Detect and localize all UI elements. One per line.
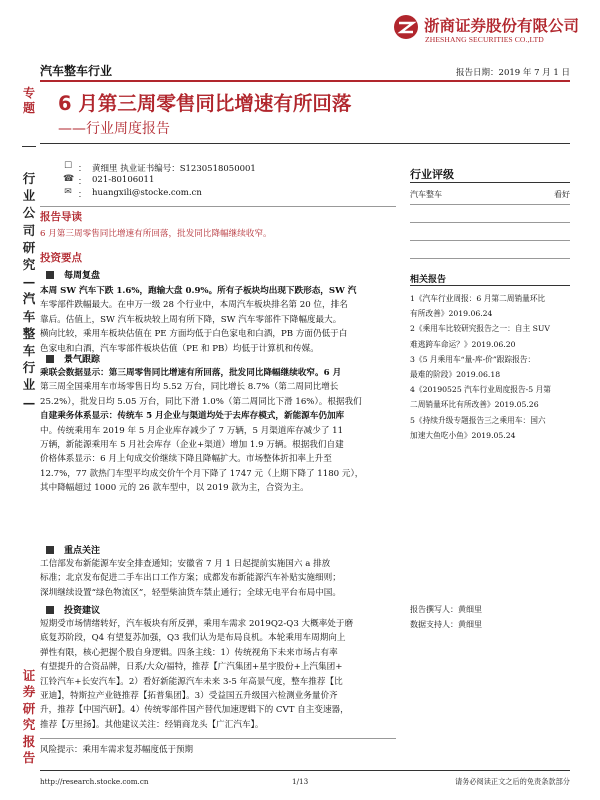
related-report-line[interactable]: 3《5 月乘用车“量-库-价”跟踪报告：	[410, 354, 536, 364]
header-divider	[40, 80, 570, 82]
sidebar-topic-label: 专题	[22, 86, 35, 115]
related-report-line[interactable]: 2《乘用车比较研究报告之一：自主 SUV	[410, 324, 550, 334]
report-date: 报告日期：2019 年 7 月 1 日	[456, 68, 570, 78]
weekly-label: 每周复盘	[64, 271, 101, 281]
company-name-cn: 浙商证券股份有限公司	[424, 17, 580, 35]
phone-icon: ☎	[63, 174, 75, 184]
related-report-line[interactable]: 5《持续升级专题报告三之乘用车：国六	[410, 415, 546, 425]
advice-bullet-icon	[46, 606, 54, 614]
focus-line: 深圳继续设置“绿色物流区”，轻型柴油货车禁止通行；全球无电平台布局中国。	[40, 587, 341, 598]
key-points-heading: 投资要点	[40, 252, 82, 264]
data-contact: 数据支持人：黄细里	[410, 620, 482, 629]
sidebar-category-label: 行业公司研究—汽车整车行业—	[22, 171, 36, 410]
phone-colon: ：	[78, 177, 87, 187]
rating-value: 看好	[554, 190, 570, 199]
weekly-line: 车零部件跌幅最大。在申万一级 28 个行业中，本周汽车板块排名第 20 位，排名	[40, 300, 348, 311]
analyst-colon: ：	[78, 164, 87, 174]
advice-line: 弹性有限，核心把握个股自身逻辑。四条主线：1）传统视角下未来市场占有率	[40, 647, 338, 658]
advice-line: 升，推荐【中国汽研】。4）传统零部件国产替代加速逻辑下的 CVT 自主变速器，	[40, 705, 349, 716]
focus-line: 标准；北京发布促进二手车出口工作方案；成都发布新能源汽车补贴实施细则；	[40, 573, 341, 584]
related-report-line[interactable]: 有所改善》2019.06.24	[410, 309, 493, 319]
email-colon: ：	[78, 190, 87, 200]
tracking-line: 自建乘务体系显示：传统车 5 月企业与渠道均处于去库存模式，新能源车仍加库	[40, 411, 345, 422]
rating-industry: 汽车整车	[410, 190, 442, 199]
advice-line: 推荐【万里扬】。其他建议关注：经销商龙头【广汇汽车】。	[40, 719, 264, 730]
rating-blank-line	[410, 240, 570, 241]
report-subtitle: ——行业周度报告	[58, 121, 170, 137]
industry-label: 汽车整车行业	[40, 64, 113, 78]
title-divider	[40, 143, 570, 144]
weekly-line: 本周 SW 汽车下跌 1.6%，跑输大盘 0.9%。所有子板块均出现下跌形态，SW 汽	[40, 286, 357, 296]
advice-line: 亚迪】，特斯拉产业链推荐【拓普集团】。3）受益国五升级国六检测业务量价齐	[40, 691, 338, 702]
related-report-line[interactable]: 二周销量环比有所改善》2019.05.26	[410, 400, 539, 410]
focus-bullet-icon	[46, 546, 54, 554]
focus-label: 重点关注	[64, 546, 101, 556]
analyst-icon: ☐	[63, 161, 73, 171]
tracking-line: 中。传统乘用车 2019 年 5 月企业库存减少了 7 万辆，5 月渠道库存减少了 11	[40, 425, 344, 436]
advice-line: 有望提升的合资品牌，日系/大众/福特，推荐【广汽集团+星宇股份+上汽集团+	[40, 662, 343, 673]
company-logo-icon	[393, 14, 419, 40]
guide-text: 6 月第三周零售同比增速有所回落，批发同比降幅继续收窄。	[40, 229, 272, 239]
sidebar-report-type: 证券研究报告	[22, 668, 36, 766]
footer-divider	[40, 770, 570, 771]
tracking-line: 12.7%，77 款热门车型平均成交价午个月下降了 1747 元（上期下降了 1180 元），	[40, 468, 364, 479]
sidebar-divider	[22, 146, 36, 147]
weekly-bullet-icon	[46, 271, 54, 279]
related-report-line[interactable]: 难逃跨车命运？》2019.06.20	[410, 339, 516, 349]
weekly-line: 横向比较，乘用车板块估值在 PE 方面均低于白色家电和白酒，PB 方面仍低于白	[40, 329, 348, 340]
analyst-divider	[40, 206, 396, 207]
tracking-line: 万辆，新能源乘用车 5 月社会库存（企业+渠道）增加 1.9 万辆。根据我们自建	[40, 440, 344, 451]
weekly-body	[40, 284, 396, 356]
tracking-line: 乘联会数据显示：第三周零售同比增速有所回落，批发同比降幅继续收窄。6 月	[40, 368, 342, 378]
page-number: 1/13	[292, 777, 309, 786]
tracking-line: 第三周全国乘用车市场零售日均 5.52 万台，同比增长 8.7%（第二周同比增长	[40, 382, 339, 393]
weekly-line: 色家电和白酒，汽车零部件板块估值（PE 和 PB）均低于计算机和传媒。	[40, 343, 319, 354]
report-title: 6 月第三周零售同比增速有所回落	[58, 92, 352, 115]
rating-blank-line	[410, 258, 570, 259]
email-icon: ✉	[64, 187, 72, 197]
guide-heading: 报告导读	[40, 211, 82, 223]
analyst-name: 黄细里 执业证书编号：S1230518050001	[92, 164, 256, 174]
analyst-phone: 021-80106011	[92, 175, 155, 185]
footer-disclaimer: 请务必阅读正文之后的免责条款部分	[454, 777, 570, 786]
advice-line: 底复苏阶段，Q4 有望复苏加强，Q3 我们认为是布局良机。本轮乘用车周期向上	[40, 633, 346, 644]
analyst-email[interactable]: huangxili@stocke.com.cn	[92, 188, 202, 198]
focus-line: 工信部发布新能源车安全排查通知；安徽省 7 月 1 日起提前实施国六 a 排放	[40, 559, 331, 569]
related-reports-heading: 相关报告	[410, 275, 447, 285]
related-divider	[410, 285, 570, 286]
advice-line: 短期受市场情绪转好，汽车板块有所反弹，乘用车需求 2019Q2-Q3 大概率处于磨	[40, 619, 354, 629]
related-report-line[interactable]: 1《汽车行业周报：6 月第二周销量环比	[410, 294, 546, 303]
focus-body	[40, 557, 396, 600]
footer-url[interactable]: http://research.stocke.com.cn	[40, 777, 149, 786]
tracking-bullet-icon	[46, 355, 54, 363]
rating-blank-line	[410, 222, 570, 223]
advice-body	[40, 617, 396, 732]
risk-divider	[40, 738, 396, 739]
report-writer: 报告撰写人：黄细里	[410, 605, 482, 614]
tracking-line: 价格体系显示：6 月上旬成交价继续下降且降幅扩大。市场整体折扣率上升至	[40, 454, 332, 465]
advice-label: 投资建议	[64, 606, 101, 616]
related-report-line[interactable]: 4《20190525 汽车行业周度报告-5 月第	[410, 385, 551, 395]
rating-divider	[410, 182, 570, 183]
advice-line: 江铃汽车+长安汽车】。2）看好新能源汽车未来 3-5 年高景气度，整车推荐【比	[40, 676, 343, 687]
related-report-line[interactable]: 最难的阶段》2019.06.18	[410, 370, 501, 380]
risk-warning: 风险提示：乘用车需求复苏幅度低于预期	[40, 745, 194, 755]
tracking-label: 景气跟踪	[64, 355, 101, 365]
tracking-line: 25.2%），批发日均 5.05 万台，同比下滑 1.0%（第二周同比下滑 16%）。根据我们	[40, 396, 362, 407]
rating-heading: 行业评级	[410, 168, 454, 181]
weekly-line: 靠后。估值上，SW 汽车板块较上周有所下降，SW 汽车零部件下降幅度最大。	[40, 314, 342, 325]
related-report-line[interactable]: 加速大鱼吃小鱼》2019.05.24	[410, 430, 516, 440]
rating-blank-line	[410, 204, 570, 205]
related-reports-list	[410, 291, 575, 443]
tracking-line: 其中降幅超过 1000 元的 26 款车型中，以 2019 款为主，合资为主。	[40, 483, 309, 494]
company-name-en: ZHESHANG SECURITIES CO.,LTD	[425, 35, 544, 44]
tracking-body	[40, 366, 396, 496]
